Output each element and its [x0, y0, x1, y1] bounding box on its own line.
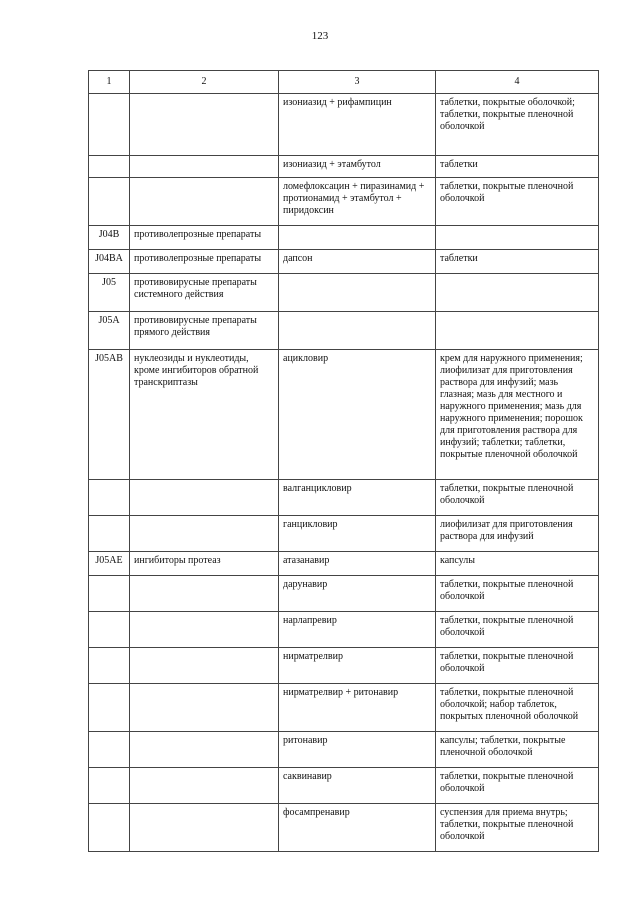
drug-cell: изониазид + рифампицин	[279, 94, 436, 156]
form-cell: таблетки, покрытые пленочной оболочкой	[436, 576, 599, 612]
group-cell	[130, 648, 279, 684]
header-cell: 1	[89, 71, 130, 94]
code-cell	[89, 94, 130, 156]
drug-cell: дарунавир	[279, 576, 436, 612]
drug-cell	[279, 312, 436, 350]
drug-cell	[279, 226, 436, 250]
code-cell	[89, 576, 130, 612]
drug-cell: нарлапревир	[279, 612, 436, 648]
table-row	[89, 768, 599, 804]
group-cell	[130, 94, 279, 156]
form-cell: капсулы	[436, 552, 599, 576]
form-cell: таблетки, покрытые пленочной оболочкой	[436, 178, 599, 226]
drug-cell: нирматрелвир	[279, 648, 436, 684]
table-row	[89, 350, 599, 480]
form-cell: таблетки, покрытые пленочной оболочкой	[436, 648, 599, 684]
table-row	[89, 576, 599, 612]
header-row	[89, 71, 599, 94]
code-cell	[89, 516, 130, 552]
table-row	[89, 94, 599, 156]
table-row	[89, 156, 599, 178]
table-row	[89, 648, 599, 684]
drug-cell: дапсон	[279, 250, 436, 274]
table-row	[89, 226, 599, 250]
header-cell: 2	[130, 71, 279, 94]
code-cell: J05A	[89, 312, 130, 350]
code-cell	[89, 612, 130, 648]
table-row	[89, 312, 599, 350]
form-cell	[436, 312, 599, 350]
form-cell: лиофилизат для приготовления раствора для инфузий	[436, 516, 599, 552]
group-cell	[130, 804, 279, 852]
code-cell: J04BA	[89, 250, 130, 274]
code-cell: J05	[89, 274, 130, 312]
form-cell: таблетки, покрытые пленочной оболочкой; набор таблеток, покрытых пленочной оболочкой	[436, 684, 599, 732]
table-row	[89, 516, 599, 552]
drug-cell: ломефлоксацин + пиразинамид + протионамид + этамбутол + пиридоксин	[279, 178, 436, 226]
header-cell: 3	[279, 71, 436, 94]
group-cell	[130, 612, 279, 648]
table-row	[89, 552, 599, 576]
group-cell	[130, 480, 279, 516]
code-cell	[89, 768, 130, 804]
drug-cell: ритонавир	[279, 732, 436, 768]
code-cell: J05AB	[89, 350, 130, 480]
drug-cell: фосампренавир	[279, 804, 436, 852]
drug-cell	[279, 274, 436, 312]
form-cell: таблетки, покрытые оболочкой; таблетки, покрытые пленочной оболочкой	[436, 94, 599, 156]
drug-cell: саквинавир	[279, 768, 436, 804]
code-cell	[89, 804, 130, 852]
group-cell	[130, 576, 279, 612]
group-cell: противовирусные препараты прямого действия	[130, 312, 279, 350]
code-cell	[89, 648, 130, 684]
form-cell: таблетки, покрытые пленочной оболочкой	[436, 612, 599, 648]
group-cell: противовирусные препараты системного действия	[130, 274, 279, 312]
group-cell	[130, 684, 279, 732]
table-row	[89, 178, 599, 226]
form-cell: таблетки	[436, 156, 599, 178]
form-cell: таблетки, покрытые пленочной оболочкой	[436, 480, 599, 516]
code-cell	[89, 156, 130, 178]
drug-cell: нирматрелвир + ритонавир	[279, 684, 436, 732]
group-cell	[130, 516, 279, 552]
code-cell	[89, 480, 130, 516]
table-row	[89, 732, 599, 768]
group-cell: противолепрозные препараты	[130, 226, 279, 250]
table-row	[89, 480, 599, 516]
drug-cell: ацикловир	[279, 350, 436, 480]
code-cell: J05AE	[89, 552, 130, 576]
table-row	[89, 274, 599, 312]
drug-cell: изониазид + этамбутол	[279, 156, 436, 178]
drug-cell: ганцикловир	[279, 516, 436, 552]
table-row	[89, 684, 599, 732]
table-row	[89, 250, 599, 274]
table-row	[89, 804, 599, 852]
group-cell: ингибиторы протеаз	[130, 552, 279, 576]
group-cell	[130, 156, 279, 178]
table-row	[89, 612, 599, 648]
code-cell	[89, 178, 130, 226]
form-cell: таблетки	[436, 250, 599, 274]
group-cell	[130, 768, 279, 804]
code-cell	[89, 684, 130, 732]
group-cell: противолепрозные препараты	[130, 250, 279, 274]
group-cell	[130, 732, 279, 768]
drug-cell: атазанавир	[279, 552, 436, 576]
header-cell: 4	[436, 71, 599, 94]
form-cell: крем для наружного применения; лиофилизат для приготовления раствора для инфузий; мазь глазная; мазь для местного и наружного применения; мазь для наружного применения; порошок для приготовления раствора для инфузий; таблетки; таблетки, покрытые пленочной оболочкой	[436, 350, 599, 480]
page-number: 123	[311, 30, 329, 42]
form-cell: суспензия для приема внутрь; таблетки, покрытые пленочной оболочкой	[436, 804, 599, 852]
drug-table	[88, 70, 599, 852]
form-cell	[436, 274, 599, 312]
form-cell: капсулы; таблетки, покрытые пленочной оболочкой	[436, 732, 599, 768]
drug-cell: валганцикловир	[279, 480, 436, 516]
group-cell: нуклеозиды и нуклеотиды, кроме ингибиторов обратной транскриптазы	[130, 350, 279, 480]
form-cell	[436, 226, 599, 250]
group-cell	[130, 178, 279, 226]
code-cell	[89, 732, 130, 768]
code-cell: J04B	[89, 226, 130, 250]
form-cell: таблетки, покрытые пленочной оболочкой	[436, 768, 599, 804]
